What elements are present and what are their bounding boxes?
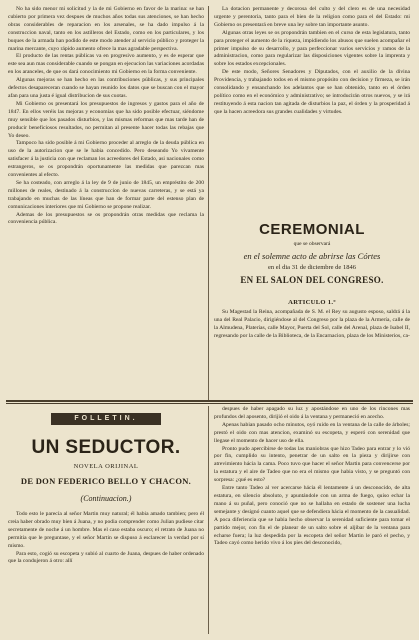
ceremonial-title: CEREMONIAL (259, 221, 365, 238)
ceremonial-date: en el dia 31 de diciembre de 1846 (268, 264, 356, 271)
paragraph: Apenas habian pasado ocho minutos, oyó ruido en la ventana de la calle de árboles; prestó el oido con mas atencion, examinó su escopeta, y esperó con serenidad que llegase el momento de hacer uso de ella. (214, 421, 410, 444)
speech-column-right (214, 6, 410, 220)
article-section (214, 299, 410, 341)
paragraph: despues de haber apagado su luz y apostándose en uno de los rincones mas profundos del aposento, dirijió el oido á la ventana y permaneció en acecho. (214, 406, 410, 420)
paragraph: Entre tanto Tadeo al ver acercarse hácia él lentamente á un desconocido, de alta estatura, en silencio absoluto, y apuntándole con un arma de fuego, quiso echar la mano á su puñal, pero conoció que no se hallaba en estado de sostener una lucha semejante y designó cuanto aquel que se defendiera hácia el momento de la casualidad. A poca diferiencia que se habia hecho observar la serenidad suficiente para tomar el partido mejor, con fin el de planear de un salto sobre el aljibar de la ventana para echarse fuera; la luz despedida por la escopeta del señor Martin le paró el pecho, y Tadeo cayó como herido vivo á los pies del desconocido, (214, 485, 410, 547)
continuation-label: (Continuacion.) (80, 494, 132, 503)
column-divider (208, 6, 209, 400)
paragraph: No ha sido menor mi solicitud y la de mi Gobierno en favor de la marina: se han cubierto por primera vez despues de muchos años todas sus atenciones, se han hecho obras considerables de reparacion en los arsenales, se ha dado impulso á la construccion naval, tanto en los astilleros del Estado, como en los particulares, y los buques de la armada han podido de este modo atender al servicio público y proteger la marina mercante, cuyo rápido aumento ofrece la mas agradable perspectiva. (8, 6, 204, 52)
novel-title: UN SEDUCTOR. (31, 437, 181, 458)
ceremonial-observe: que se observará (293, 241, 331, 247)
paragraph: Algunas otras leyes se os propondrán tambien en el curso de esta legislatura, tanto para proteger el aumento de la riqueza, impidiendo los abusos que suelen acompañar el primer impulso de su desarrollo, y para perfeccionar varios servicios y ramos de la administracion, como para regularizar las disposiciones vigentes sobre la imprenta y sobre los estados excepcionales. (214, 29, 410, 68)
paragraph: Algunas mejoras se han hecho en las contribuciones públicas, y sus principales defectos desapareceran cuando se hayan reunido los datos que se buscan con el mayor afan para una justa é igual distribucion de sus cuotas. (8, 77, 204, 99)
novel-text-continued (214, 406, 410, 636)
section-rule (6, 400, 413, 402)
ceremonial-heading-block (214, 221, 410, 285)
novel-subtitle: NOVELA ORIJINAL (73, 463, 139, 470)
paragraph: Su Magestad la Reina, acompañada de S. M. el Rey su augusto esposo, saldrá á la una del Real Palacio, dirigiéndose al del Congreso por la plaza de la Armería, calle de la Almudena, Platerías, calle Mayor, Puerta del Sol, calle del Arenal, plaza de Isabel II, regresando por la calle de la Biblioteca, de la Encarnacion, plaza de los Ministerios, ca- (214, 308, 410, 339)
paragraph: Se ha costeado, con arreglo á la ley de 9 de junio de 1845, un empréstito de 200 millones de reales, destinado á la construccion de nuevas carreteras, y se está ya trabajando en muchas de las líneas que han de formar parte del estenso plan de comunicaciones interiores que mi Gobierno se propone realizar. (8, 179, 204, 210)
novel-author: DE DON FEDERICO BELLO Y CHACON. (20, 476, 192, 486)
folletin-banner: FOLLETIN. (51, 413, 161, 425)
paragraph: Ademas de los presupuestos se os propondrán otras medidas que reclama la conveniencia pública. (8, 211, 204, 226)
novel-text (8, 511, 204, 566)
paragraph: Pronto pudo apercibirse de todas las maniobras que hizo Tadeo para entrar y lo vió por fin, cumplido su intento, penetrar de un salto en la pieza y dirijirse con atrevimiento hácia la cama. Poco tuvo que hacer el señor Martin para convencerse por la estatura y el aire de Tadeo que no era el mismo que habia visto, y se preguntó con sorpresa: ¿qué es esto? (214, 445, 410, 484)
paragraph: De este modo, Señores Senadores y Diputados, con el auxilio de la divina Providencia, y trabajando todos en el mismo propósito con decision y firmeza, se irán consolidando y ensanchando los adelantos que se han obtenido, tanto en el órden político como en el económico y administrativo; se introducirán otros nuevos, y se irá restituyendo á esta nacion tan agitada de disturbios la paz, el órden y la prosperidad á que la hacen acreedora sus grandes cualidades y virtudes. (214, 69, 410, 115)
column-divider (208, 406, 209, 634)
paragraph: La dotacion permanente y decorosa del culto y del clero es de una necesidad urgente y perentoria, tanto para el bien de la religion como para el del Estado: mi Gobierno os presentará en breve una ley sobre tan importante asunto. (214, 6, 410, 28)
ceremonial-subtitle: en el solemne acto de abrirse las Córtes (243, 251, 381, 261)
ceremonial-location: EN EL SALON DEL CONGRESO. (240, 275, 384, 285)
paragraph: El producto de las rentas públicas va en progresivo aumento, y es de esperar que este sea aun mas considerable cuando se pongan en ejecucion las variaciones acordadas en los aranceles, de que os dará conocimiento mi Gobierno en la forma conveniente. (8, 53, 204, 76)
paragraph: Para esto, cogió su escopeta y subió al cuarto de Juana, despues de haber ordenado que la condujeron á otro: allí (8, 550, 204, 565)
paragraph: Mi Gobierno os presentará los presupuestos de ingresos y gastos para el año de 1847. En ellos veréis las mejoras y economías que ha sido posible efectuar, siéndome muy sensible que los pasados disturbios, y las mismas reformas que mas tarde han de producir beneficiosos resultados, no permitan al presente hacer todas las rebajas que Yo deseo. (8, 100, 204, 139)
paragraph: Tampoco ha sido posible á mi Gobierno proceder al arreglo de la deuda pública en uso de la autorizacion que se le habia concedido. Pero deseando Yo vivamente satisfacer á la justicia con que reclaman los acreedores del Estado, asi nacionales como estrangeros, se os propondrán oportunamente las medidas que parezcan mas convenientes al efecto. (8, 140, 204, 179)
speech-column-left (8, 6, 204, 396)
article-heading: ARTICULO 1.º (288, 299, 336, 306)
folletin-section (8, 408, 204, 636)
paragraph: Todo esto le parecía al señor Martin muy natural; él habia amado tambien; pero él creia haber obrado muy bien á Juana, y no podia comprender como Julian pudiese citar secretamente de noche á un hombre. Mas el caso estaba oscuro; el retrato de Juana no permitia que le preguntase, y el señor Martin se dispuso á esclarecer la verdad por sí mismo. (8, 511, 204, 549)
section-rule (6, 403, 413, 404)
